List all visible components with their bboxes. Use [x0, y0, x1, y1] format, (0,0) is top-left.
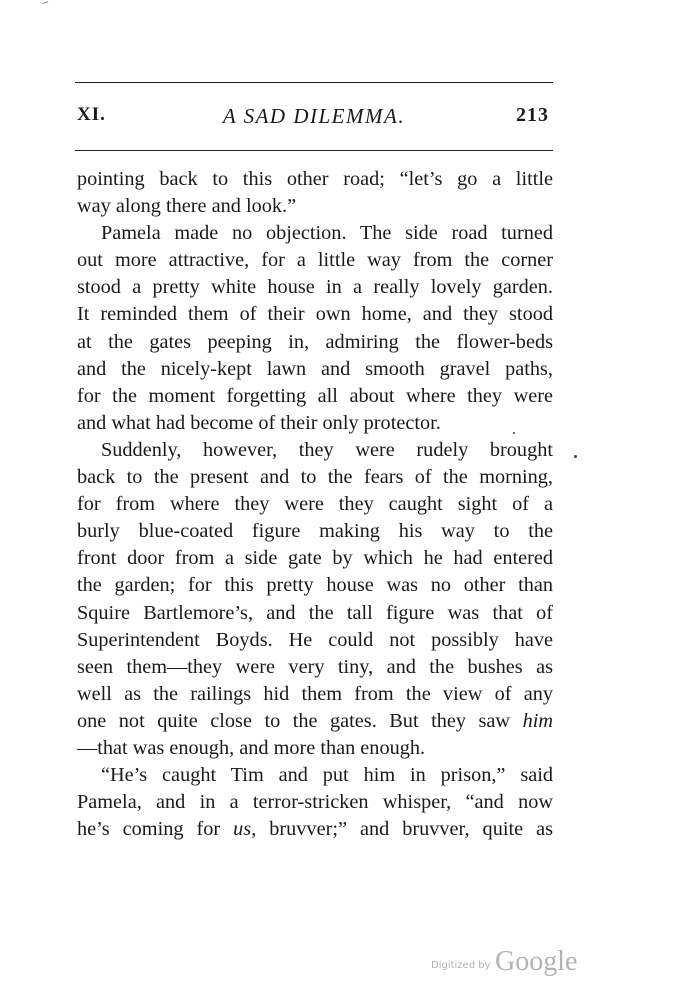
text-segment: , bruvver;” and bruvver, quite as — [251, 818, 553, 841]
text-line: way along there and look.” — [77, 195, 297, 218]
text-line — [77, 816, 553, 843]
text-line: Pamela, and in a terror-stricken whisper, “and now — [77, 791, 553, 814]
text-line: well as the railings hid them from the view of any — [77, 682, 553, 705]
emphasis-us: us — [233, 818, 252, 841]
text-line: seen them—they were very tiny, and the bushes as — [77, 655, 553, 678]
watermark-google-logo: Google — [495, 946, 578, 977]
text-segment: he’s coming for — [77, 818, 221, 841]
text-line: for from where they were they caught sight of a — [77, 493, 553, 516]
emphasis-him: him — [522, 709, 553, 732]
text-line: at the gates peeping in, admiring the flower-beds — [77, 330, 553, 353]
text-line: and the nicely-kept lawn and smooth gravel paths, — [77, 357, 553, 380]
text-line: for the moment forgetting all about where they were — [77, 384, 553, 407]
ink-speck — [574, 455, 577, 458]
text-line: the garden; for this pretty house was no other than — [77, 574, 553, 597]
text-line: “He’s caught Tim and put him in prison,” said — [101, 764, 553, 787]
header-top-rule — [75, 82, 553, 83]
body-text — [77, 166, 553, 843]
text-line: Squire Bartlemore’s, and the tall figure was that of — [77, 601, 553, 624]
text-line: burly blue-coated figure making his way to the — [77, 520, 553, 543]
text-line: and what had become of their only protector. — [77, 411, 441, 434]
text-line: out more attractive, for a little way from the corner — [77, 249, 553, 272]
text-line: Superintendent Boyds. He could not possibly have — [77, 628, 553, 651]
text-line — [77, 708, 553, 735]
text-line: front door from a side gate by which he had entered — [77, 547, 553, 570]
text-line: stood a pretty white house in a really lovely garden. — [77, 276, 553, 299]
text-line: Suddenly, however, they were rudely brought — [101, 438, 553, 461]
watermark-digitized-by: Digitized by — [431, 960, 491, 971]
text-line: Pamela made no objection. The side road turned — [101, 222, 553, 245]
running-header — [75, 104, 553, 134]
ink-speck — [513, 432, 515, 434]
page-number: 213 — [516, 104, 549, 126]
text-line: pointing back to this other road; “let’s go a little — [77, 168, 553, 190]
corner-mark — [42, 1, 49, 8]
running-title: A SAD DILEMMA. — [222, 104, 406, 128]
header-bottom-rule — [75, 150, 553, 151]
google-watermark — [431, 946, 611, 982]
text-line: back to the present and to the fears of the morning, — [77, 466, 553, 489]
text-line: —that was enough, and more than enough. — [77, 736, 426, 759]
text-line: It reminded them of their own home, and they stood — [77, 303, 553, 326]
text-segment: one not quite close to the gates. But they saw — [77, 709, 511, 732]
chapter-number: XI. — [77, 104, 106, 125]
